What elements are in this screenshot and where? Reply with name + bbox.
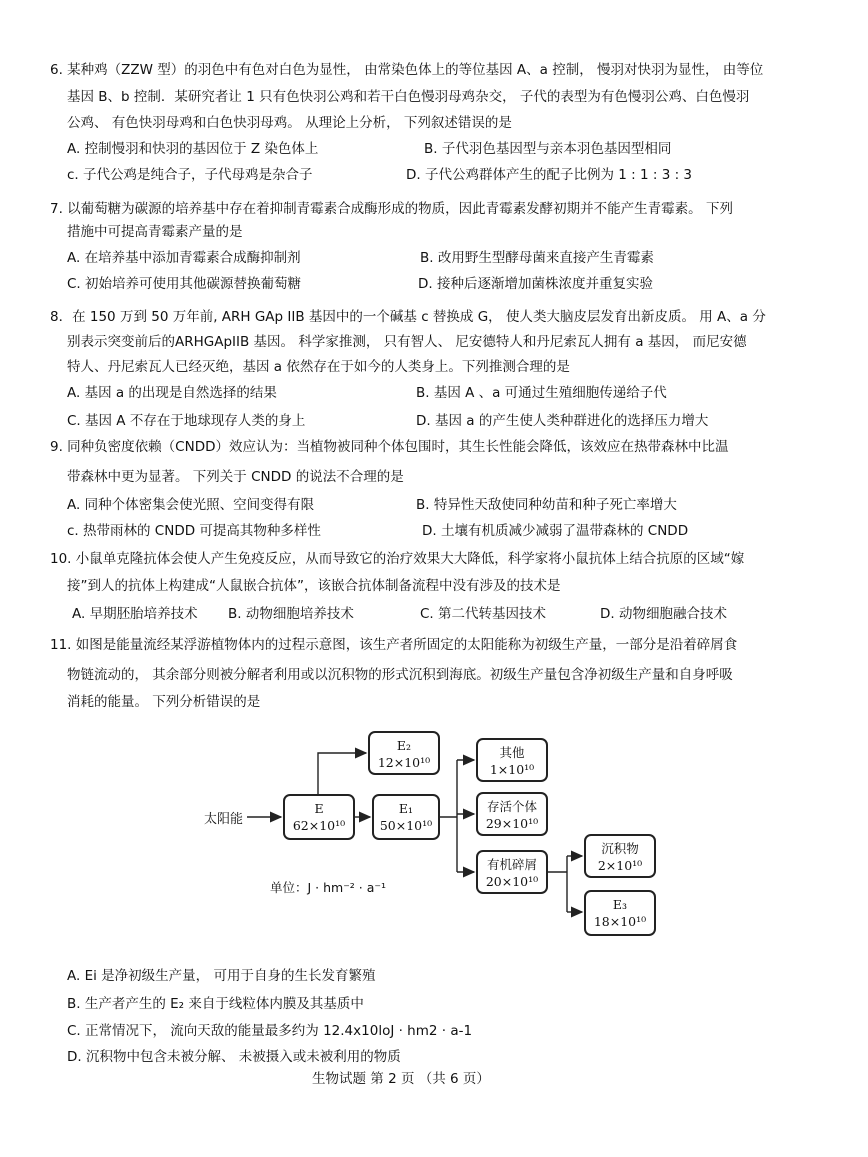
box-detritus-value: 20×10¹⁰: [485, 874, 539, 889]
q7-option-a: A. 在培养基中添加青霉素合成酶抑制剂: [67, 250, 301, 266]
box-e-name: E: [314, 801, 324, 816]
box-sediment-name: 沉积物: [601, 841, 639, 856]
q7-stem-line-2: 措施中可提高青霉素产量的是: [67, 224, 243, 240]
q10-stem-line-1: 10. 小鼠单克隆抗体会使人产生免疫反应，从而导致它的治疗效果大大降低，科学家将小鼠抗体上结合抗原的区域“嫁: [50, 551, 745, 567]
solar-energy-label: 太阳能: [204, 812, 244, 827]
box-e-value: 62×10¹⁰: [292, 818, 346, 833]
q10-option-c: C. 第二代转基因技术: [420, 606, 547, 622]
q11-stem-line-3: 消耗的能量。 下列分析错误的是: [67, 694, 261, 710]
q8-stem-line-1: 8．在 150 万到 50 万年前, ARH GAp IIB 基因中的一个碱基 c 替换成 G， 使人类大脑皮层发育出新皮质。 用 A、a 分: [50, 309, 766, 325]
q8-option-c: C. 基因 A 不存在于地球现存人类的身上: [67, 413, 306, 429]
q7-option-b: B. 改用野生型酵母菌来直接产生青霉素: [420, 250, 654, 266]
box-e3-name: E₃: [612, 897, 628, 912]
q6-option-a: A. 控制慢羽和快羽的基因位于 Z 染色体上: [67, 141, 319, 157]
q7-stem-line-1: 7. 以葡萄糖为碳源的培养基中存在着抑制青霉素合成酶形成的物质，因此青霉素发酵初期并不能产生青霉素。 下列: [50, 201, 733, 217]
q11-stem-line-2: 物链流动的， 其余部分则被分解者利用或以沉积物的形式沉积到海底。初级生产量包含净初级生产量和自身呼吸: [67, 667, 733, 683]
q9-option-a: A. 同种个体密集会使光照、空间变得有限: [67, 497, 315, 513]
box-survivors: [476, 792, 548, 836]
box-detritus: [476, 850, 548, 894]
q6-stem-line-1: 6. 某种鸡（ZZW 型）的羽色中有色对白色为显性， 由常染色体上的等位基因 A、a 控制， 慢羽对快羽为显性， 由等位: [50, 62, 764, 78]
q6-option-d: D. 子代公鸡群体产生的配子比例为 1 : 1 : 3 : 3: [406, 167, 693, 183]
box-e3: [584, 890, 656, 936]
box-sediment-value: 2×10¹⁰: [597, 858, 643, 873]
box-e2-value: 12×10¹⁰: [377, 755, 431, 770]
q10-option-b: B. 动物细胞培养技术: [228, 606, 354, 622]
q9-option-b: B. 特异性天敌使同种幼苗和种子死亡率增大: [416, 497, 677, 513]
q7-option-d: D. 接种后逐渐增加菌株浓度并重复实验: [418, 276, 653, 292]
q11-option-b: B. 生产者产生的 E₂ 来自于线粒体内膜及其基质中: [67, 996, 364, 1012]
q8-stem-line-3: 特人、丹尼索瓦人已经灭绝，基因 a 依然存在于如今的人类身上。下列推测合理的是: [67, 359, 570, 375]
q8-option-d: D. 基因 a 的产生使人类种群进化的选择压力增大: [416, 413, 709, 429]
box-survivors-name: 存活个体: [486, 799, 537, 814]
box-e3-value: 18×10¹⁰: [593, 914, 647, 929]
box-detritus-name: 有机碎屑: [486, 857, 537, 872]
q11-option-d: D. 沉积物中包含未被分解、 未被摄入或未被利用的物质: [67, 1049, 401, 1065]
q6-stem-line-3: 公鸡、 有色快羽母鸡和白色快羽母鸡。 从理论上分析， 下列叙述错误的是: [67, 115, 512, 131]
box-e1-name: E₁: [398, 801, 414, 816]
arrow-e-to-e2: [318, 753, 366, 794]
q9-stem-line-2: 带森林中更为显著。 下列关于 CNDD 的说法不合理的是: [67, 469, 404, 485]
q8-stem-line-2: 别表示突变前后的ARHGApIIB 基因。 科学家推测， 只有智人、 尼安德特人和丹尼索瓦人拥有 a 基因， 而尼安德: [67, 334, 747, 350]
box-e1-value: 50×10¹⁰: [379, 818, 433, 833]
q8-option-b: B. 基因 A 、a 可通过生殖细胞传递给子代: [416, 385, 667, 401]
box-e2: [368, 731, 440, 775]
box-other: [476, 738, 548, 782]
q9-option-d: D. 土壤有机质减少减弱了温带森林的 CNDD: [422, 523, 689, 539]
box-e2-name: E₂: [396, 738, 412, 753]
q11-stem-line-1: 11. 如图是能量流经某浮游植物体内的过程示意图，该生产者所固定的太阳能称为初级生产量，一部分是沿着碎屑食: [50, 637, 738, 653]
q10-option-a: A. 早期胚胎培养技术: [72, 606, 198, 622]
box-other-name: 其他: [499, 745, 525, 760]
q11-option-a: A. Ei 是净初级生产量， 可用于自身的生长发育繁殖: [67, 968, 376, 984]
q11-option-c: C. 正常情况下， 流向天敌的能量最多约为 12.4x10loJ · hm2 · a-1: [67, 1023, 473, 1039]
page-footer: 生物试题 第 2 页 （共 6 页）: [312, 1071, 490, 1087]
q10-stem-line-2: 接”到人的抗体上构建成“人鼠嵌合抗体”，该嵌合抗体制备流程中没有涉及的技术是: [67, 578, 561, 594]
q9-stem-line-1: 9. 同种负密度依赖（CNDD）效应认为：当植物被同种个体包围时，其生长性能会降低，该效应在热带森林中比温: [50, 439, 729, 455]
q6-stem-line-2: 基因 B、b 控制．某研究者让 1 只有色快羽公鸡和若干白色慢羽母鸡杂交， 子代的表型为有色慢羽公鸡、白色慢羽: [67, 89, 750, 105]
unit-label: 单位：J · hm⁻² · a⁻¹: [270, 880, 387, 895]
q6-option-c: c. 子代公鸡是纯合子，子代母鸡是杂合子: [67, 167, 313, 183]
q10-option-d: D. 动物细胞融合技术: [600, 606, 727, 622]
q7-option-c: C. 初始培养可使用其他碳源替换葡萄糖: [67, 276, 302, 292]
box-other-value: 1×10¹⁰: [489, 762, 535, 777]
q6-option-b: B. 子代羽色基因型与亲本羽色基因型相同: [424, 141, 672, 157]
box-sediment: [584, 834, 656, 878]
box-e1: [372, 794, 440, 840]
box-survivors-value: 29×10¹⁰: [485, 816, 539, 831]
q8-option-a: A. 基因 a 的出现是自然选择的结果: [67, 385, 277, 401]
q9-option-c: c. 热带雨林的 CNDD 可提高其物种多样性: [67, 523, 321, 539]
box-e: [283, 794, 355, 840]
